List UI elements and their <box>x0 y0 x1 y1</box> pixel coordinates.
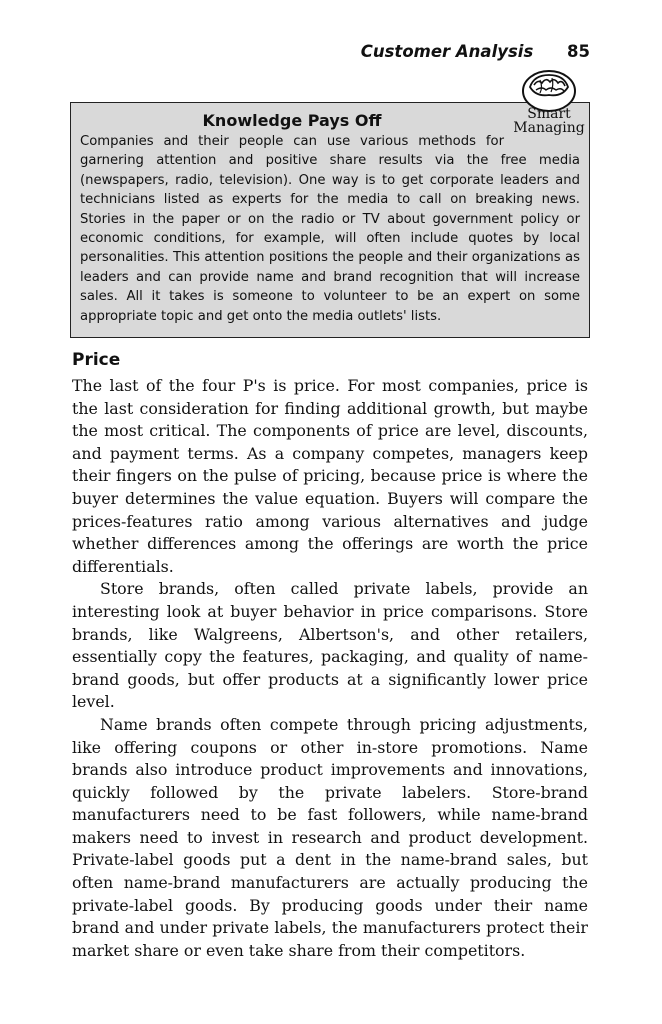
logo-text <box>510 107 588 135</box>
main-body-text <box>72 375 588 962</box>
section-heading-price: Price <box>72 350 121 370</box>
body-paragraph: Name brands often compete through pricing adjustments, like offering coupons or other in-store promotions. Name brands also introduce product improvements and innovations, quickly followed by the private labelers. Store-brand manufacturers need to be fast followers, while name-brand makers need to invest in research and product development. Private-label goods put a dent in the name-brand sales, but often name-brand manufacturers are actually producing the private-label goods. By producing goods under their name brand and under private labels, the manufacturers protect their market share or even take share from their competitors. <box>72 714 588 960</box>
body-paragraph: The last of the four P's is price. For most companies, price is the last consideration for finding additional growth, but maybe the most critical. The components of price are level, discounts, and payment terms. As a company competes, managers keep their fingers on the pulse of pricing, because price is where the buyer determines the value equation. Buyers will compare the prices-features ratio among various alternatives and judge whether differences among the offerings are worth the price differentials. <box>72 376 588 576</box>
logo-text-smart: Smart <box>527 106 571 122</box>
body-paragraph: Store brands, often called private labels, provide an interesting look at buyer behavior in price comparisons. Store brands, like Walgreens, Albertson's, and other retailers, essentially copy the features, packaging, and quality of name-brand goods, but offer products at a significantly lower price level. <box>72 579 588 712</box>
knowledge-sidebar <box>70 102 590 338</box>
running-header-section: Customer Analysis <box>360 42 534 61</box>
smart-managing-logo <box>510 79 588 151</box>
running-header <box>361 42 590 61</box>
sidebar-title: Knowledge Pays Off <box>202 111 382 130</box>
page-number: 85 <box>567 42 590 61</box>
sidebar-body: Companies and their people can use various methods for garnering attention and positive share results via the free media (newspapers, radio, television). One way is to get corporate leaders and technicians listed as experts for the media to call on breaking news. Stories in the paper or on the radio or TV about government policy or economic conditions, for example, will often include quotes by local personalities. This attention positions the people and their organizations as leaders and can provide name and brand recognition that will increase sales. All it takes is someone to volunteer to be an expert on some appropriate topic and get onto the media outlets' lists. <box>80 134 580 324</box>
logo-text-managing: Managing <box>513 120 585 136</box>
